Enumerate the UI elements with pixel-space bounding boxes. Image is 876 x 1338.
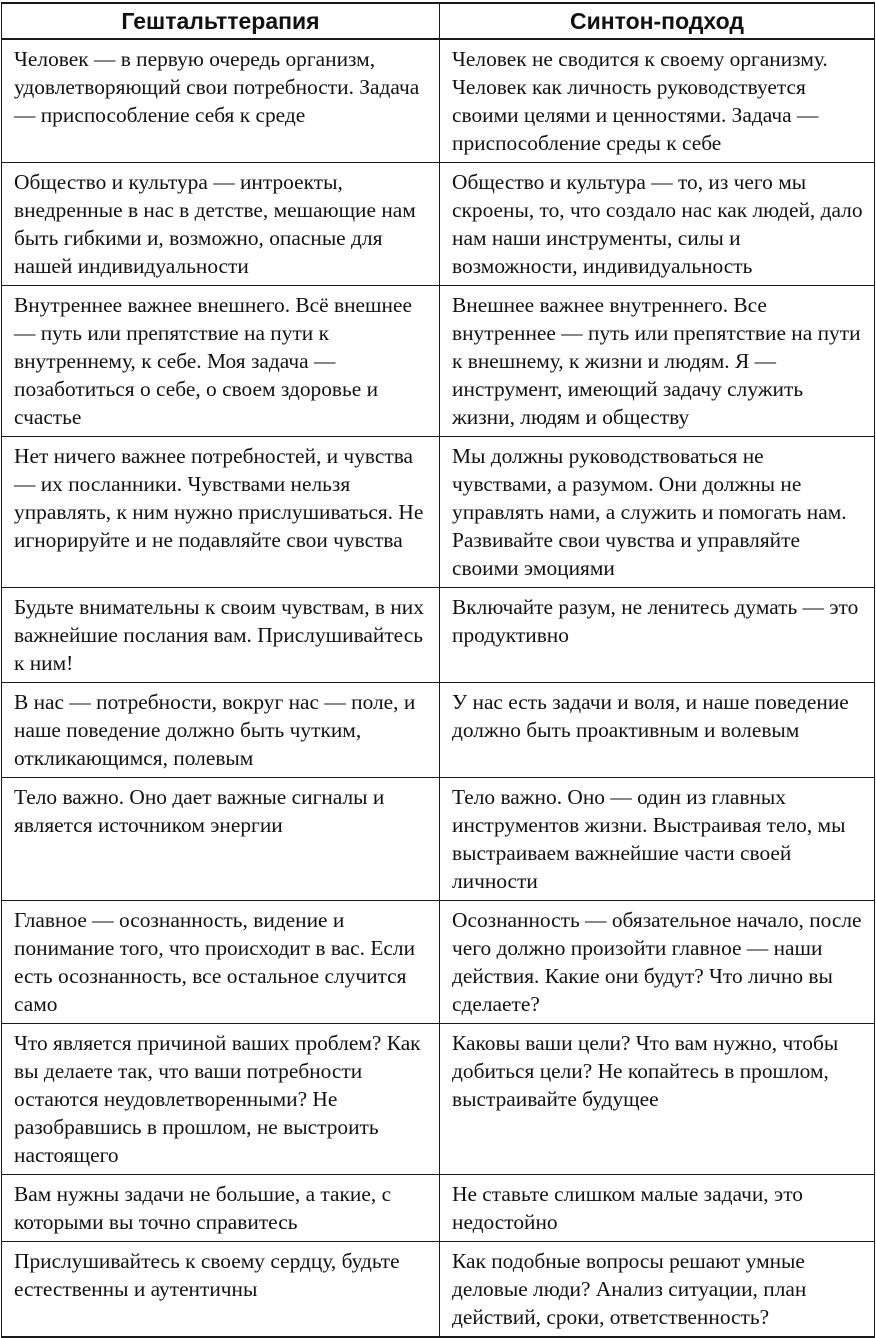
gestalt-cell: В нас — потребности, вокруг нас — поле, и наше поведение должно быть чутким, откликающимся, полевым [2, 683, 440, 778]
gestalt-cell: Внутреннее важнее внешнего. Всё внешнее — путь или препятствие на пути к внутреннему, к себе. Моя задача — позаботиться о себе, о своем здоровье и счастье [2, 286, 440, 437]
table-row [2, 1024, 875, 1175]
table-row [2, 1175, 875, 1242]
table-row [2, 286, 875, 437]
table-row [2, 39, 875, 163]
table-row [2, 1242, 875, 1338]
synton-cell: Включайте разум, не ленитесь думать — это продуктивно [440, 588, 875, 683]
gestalt-cell: Человек — в первую очередь организм, удовлетворяющий свои потребности. Задача — приспособление себя к среде [2, 39, 440, 163]
synton-cell: Каковы ваши цели? Что вам нужно, чтобы добиться цели? Не копайтесь в прошлом, выстраивайте будущее [440, 1024, 875, 1175]
header-gestalt-therapy: Гештальттерапия [2, 3, 440, 39]
synton-cell: Тело важно. Оно — один из главных инструментов жизни. Выстраивая тело, мы выстраиваем важнейшие части своей личности [440, 778, 875, 901]
synton-cell: Как подобные вопросы решают умные деловые люди? Анализ ситуации, план действий, сроки, ответственность? [440, 1242, 875, 1338]
gestalt-cell: Вам нужны задачи не большие, а такие, с которыми вы точно справитесь [2, 1175, 440, 1242]
table-row [2, 163, 875, 286]
table-body [2, 39, 875, 1337]
table-row [2, 683, 875, 778]
table-row [2, 778, 875, 901]
gestalt-cell: Прислушивайтесь к своему сердцу, будьте естественны и аутентичны [2, 1242, 440, 1338]
gestalt-cell: Нет ничего важнее потребностей, и чувства — их посланники. Чувствами нельзя управлять, к ним нужно прислушиваться. Не игнорируйте и не подавляйте свои чувства [2, 437, 440, 588]
synton-cell: Внешнее важнее внутреннего. Все внутреннее — путь или препятствие на пути к внешнему, к жизни и людям. Я — инструмент, имеющий задачу служить жизни, людям и обществу [440, 286, 875, 437]
table-row [2, 588, 875, 683]
gestalt-cell: Будьте внимательны к своим чувствам, в них важнейшие послания вам. Прислушивайтесь к ним! [2, 588, 440, 683]
synton-cell: Не ставьте слишком малые задачи, это недостойно [440, 1175, 875, 1242]
header-synton-approach: Синтон-подход [440, 3, 875, 39]
gestalt-cell: Общество и культура — интроекты, внедренные в нас в детстве, мешающие нам быть гибкими и, возможно, опасные для нашей индивидуальности [2, 163, 440, 286]
synton-cell: Человек не сводится к своему организму. Человек как личность руководствуется своими целями и ценностями. Задача — приспособление среды к себе [440, 39, 875, 163]
comparison-table [1, 2, 875, 1338]
table-row [2, 437, 875, 588]
gestalt-cell: Что является причиной ваших проблем? Как вы делаете так, что ваши потребности остаются неудовлетворенными? Не разобравшись в прошлом, не выстроить настоящего [2, 1024, 440, 1175]
synton-cell: Общество и культура — то, из чего мы скроены, то, что создало нас как людей, дало нам наши инструменты, силы и возможности, индивидуальность [440, 163, 875, 286]
synton-cell: Мы должны руководствоваться не чувствами, а разумом. Они должны не управлять нами, а служить и помогать нам. Развивайте свои чувства и управляйте своими эмоциями [440, 437, 875, 588]
synton-cell: У нас есть задачи и воля, и наше поведение должно быть проактивным и волевым [440, 683, 875, 778]
synton-cell: Осознанность — обязательное начало, после чего должно произойти главное — наши действия. Какие они будут? Что лично вы сделаете? [440, 901, 875, 1024]
table-header [2, 3, 875, 39]
gestalt-cell: Главное — осознанность, видение и понимание того, что происходит в вас. Если есть осознанность, все остальное случится само [2, 901, 440, 1024]
gestalt-cell: Тело важно. Оно дает важные сигналы и является источником энергии [2, 778, 440, 901]
header-row [2, 3, 875, 39]
table-row [2, 901, 875, 1024]
